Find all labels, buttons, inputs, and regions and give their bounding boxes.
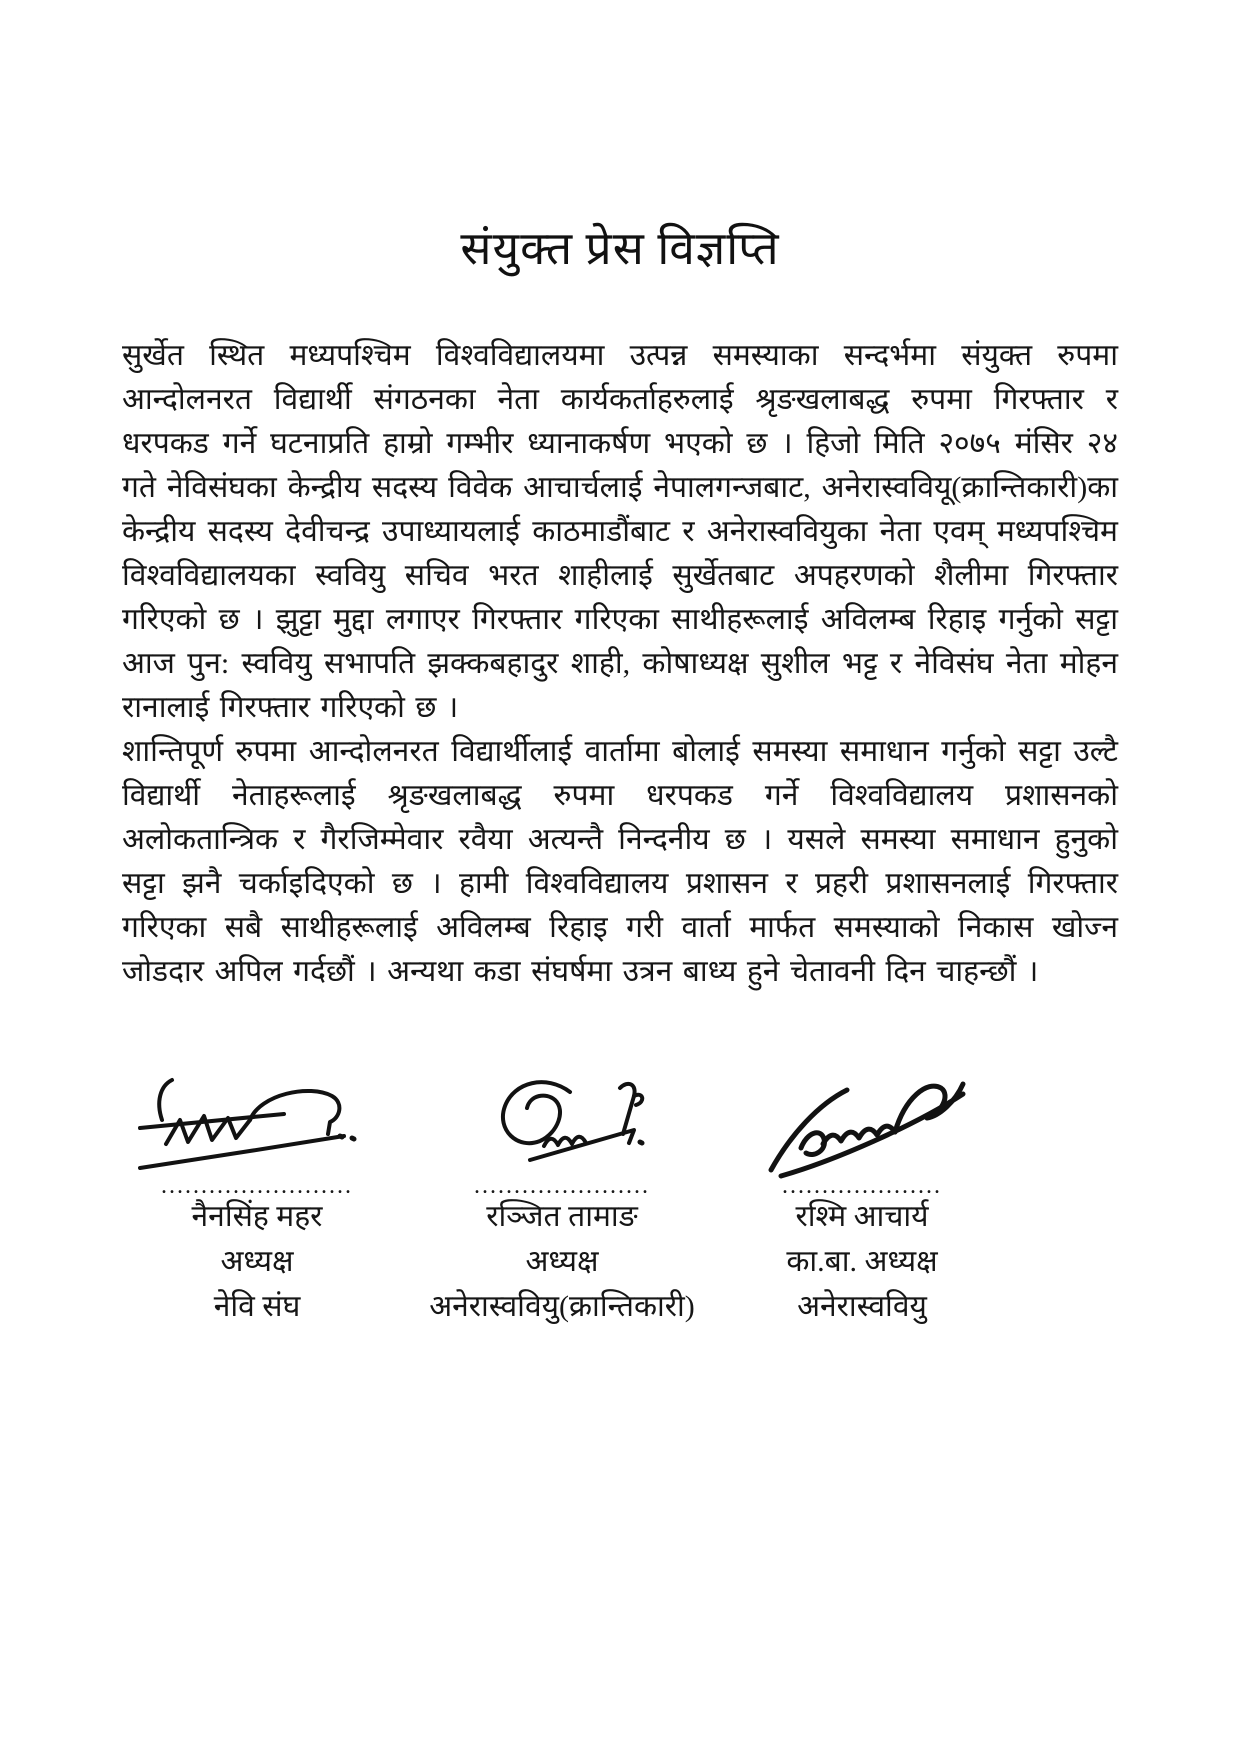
press-release-body [122,334,1118,994]
body-paragraph-1: सुर्खेत स्थित मध्यपश्चिम विश्वविद्यालयमा उत्पन्न समस्याका सन्दर्भमा संयुक्त रुपमा आन्दोलनरत विद्यार्थी संगठनका नेता कार्यकर्ताहरुलाई श्रृङखलाबद्ध रुपमा गिरफ्तार र धरपकड गर्ने घटनाप्रति हाम्रो गम्भीर ध्यानाकर्षण भएको छ । हिजो मिति २०७५ मंसिर २४ गते नेविसंघका केन्द्रीय सदस्य विवेक आचार्चलाई नेपालगन्जबाट, अनेरास्ववियू(क्रान्तिकारी)का केन्द्रीय सदस्य देवीचन्द्र उपाध्यायलाई काठमाडौंबाट र अनेरास्ववियुका नेता एवम् मध्यपश्चिम विश्वविद्यालयका स्ववियु सचिव भरत शाहीलाई सुर्खेतबाट अपहरणको शैलीमा गिरफ्तार गरिएको छ । झुट्टा मुद्दा लगाएर गिरफ्तार गरिएका साथीहरूलाई अविलम्ब रिहाइ गर्नुको सट्टा आज पुन: स्ववियु सभापति झक्कबहादुर शाही, कोषाध्यक्ष सुशील भट्ट र नेविसंघ नेता मोहन रानालाई गिरफ्तार गरिएको छ । [122,339,1118,724]
signatory-2-name: रञ्जित तामाङ [486,1200,638,1233]
signatory-3-role: का.बा. अध्यक्ष [786,1245,938,1278]
signatory-2-role: अध्यक्ष [525,1245,599,1278]
signatory-1-role: अध्यक्ष [220,1245,294,1278]
signature-1-handwriting [132,1072,382,1184]
signature-2-dotted-line: ...................... [474,1178,650,1194]
page-title: संयुक्त प्रेस विज्ञप्ति [460,223,780,274]
signatory-column-1 [122,1072,392,1329]
signature-3-dotted-line: .................... [782,1178,942,1194]
signature-block [122,1072,1118,1329]
signatory-3-organization: अनेरास्ववियु [797,1290,927,1323]
signatory-column-3 [742,1072,982,1329]
signature-1-dotted-line: ........................ [161,1178,353,1194]
signatory-1-organization: नेवि संघ [213,1290,301,1323]
signature-2-handwriting [472,1072,652,1184]
signature-3-handwriting [757,1072,967,1184]
signatory-3-name: रश्मि आचार्य [795,1200,929,1233]
signatory-2-organization: अनेरास्ववियु(क्रान्तिकारी) [429,1290,695,1323]
signatory-1-name: नैनसिंह महर [191,1200,323,1233]
body-paragraph-2: शान्तिपूर्ण रुपमा आन्दोलनरत विद्यार्थीलाई वार्तामा बोलाई समस्या समाधान गर्नुको सट्टा उल्टै विद्यार्थी नेताहरूलाई श्रृङखलाबद्ध रुपमा धरपकड गर्ने विश्वविद्यालय प्रशासनको अलोकतान्त्रिक र गैरजिम्मेवार रवैया अत्यन्तै निन्दनीय छ । यसले समस्या समाधान हुनुको सट्टा झनै चर्काइदिएको छ । हामी विश्वविद्यालय प्रशासन र प्रहरी प्रशासनलाई गिरफ्तार गरिएका सबै साथीहरूलाई अविलम्ब रिहाइ गरी वार्ता मार्फत समस्याको निकास खोज्न जोडदार अपिल गर्दछौं । अन्यथा कडा संघर्षमा उत्रन बाध्य हुने चेतावनी दिन चाहन्छौं । [122,735,1118,988]
signatory-column-2 [422,1072,702,1329]
